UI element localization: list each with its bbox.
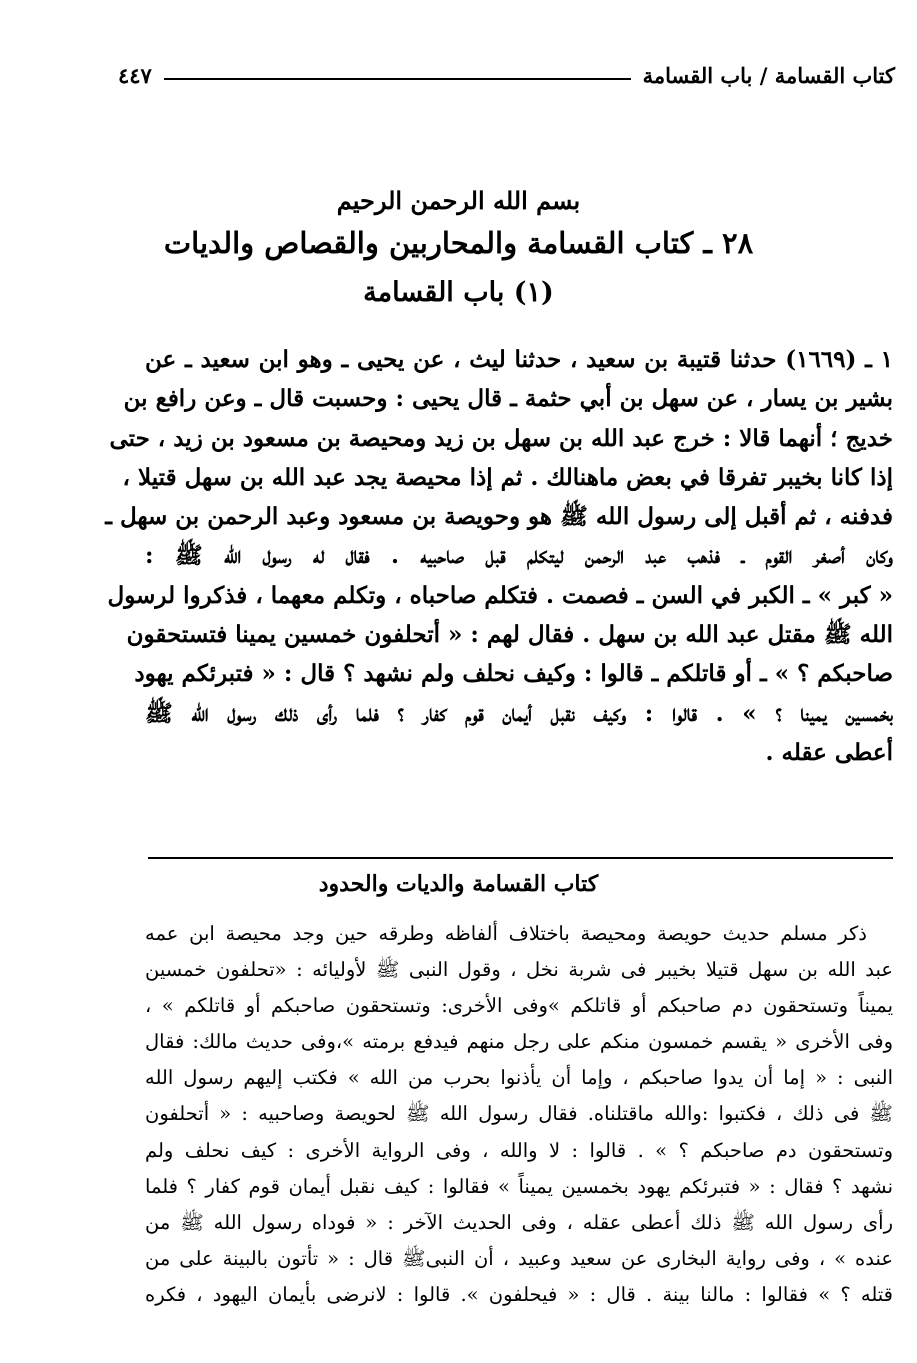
hadith-text [105, 340, 893, 772]
commentary-title: كتاب القسامة والديات والحدود [318, 871, 599, 897]
commentary-line: يميناً وتستحقون دم صاحبكم أو قاتلكم »وفى الأخرى: وتستحقون صاحبكم أو قاتلكم » ، [145, 994, 893, 1018]
commentary-line: ذكر مسلم حديث حويصة ومحيصة باختلاف ألفاظه وطرقه حين وجد محيصة ابن عمه [145, 922, 867, 945]
header-rule [164, 78, 631, 80]
hadith-line: أعطى عقله . [765, 738, 893, 766]
hadith-line: صاحبكم ؟ » ـ أو قاتلكم ـ قالوا : وكيف نحلف ولم نشهد ؟ قال : « فتبرئكم يهود [134, 660, 893, 688]
page-number: ٤٤٧ [118, 62, 152, 88]
hadith-line: بخمسين يمينا ؟ » . قالوا : وكيف نقبل أيمان قوم كفار ؟ فلما رأى ذلك رسول الله ﷺ [145, 699, 893, 727]
commentary-line: عنده » ، وفى رواية البخارى عن سعيد وعبيد ، أن النبىﷺ قال : « تأتون بالبينة على من [145, 1246, 893, 1270]
hadith-line: بشير بن يسار ، عن سهل بن أبي حثمة ـ قال يحيى : وحسبت قال ـ وعن رافع بن [123, 385, 893, 413]
hadith-line: وكان أصغر القوم ـ فذهب عبد الرحمن ليتكلم قبل صاحبيه . فقال له رسول الله ﷺ : [145, 542, 893, 570]
hadith-line: خديج ؛ أنهما قالا : خرج عبد الله بن سهل بن زيد ومحيصة بن مسعود بن زيد ، حتى [109, 424, 893, 452]
hadith-line: الله ﷺ مقتل عبد الله بن سهل . فقال لهم : « أتحلفون خمسين يمينا فتستحقون [126, 621, 893, 649]
hadith-line: ١ ـ (١٦٦٩) حدثنا قتيبة بن سعيد ، حدثنا ليث ، عن يحيى ـ وهو ابن سعيد ـ عن [145, 346, 893, 373]
hadith-line: « كبر » ـ الكبر في السن ـ فصمت . فتكلم صاحباه ، وتكلم معهما ، فذكروا لرسول [107, 581, 893, 609]
section-divider [148, 857, 893, 859]
basmala: بسم الله الرحمن الرحيم [336, 186, 581, 215]
commentary-line: وتستحقون دم صاحبكم ؟ » . قالوا : لا والله ، وفى الرواية الأخرى : كيف نحلف ولم [145, 1138, 893, 1162]
commentary-line: النبى : « إما أن يدوا صاحبكم ، وإما أن يأذنوا بحرب من الله » فكتب إليهم رسول الله [145, 1066, 893, 1090]
commentary-line: عبد الله بن سهل قتيلا بخيبر فى شربة نخل ، وقول النبى ﷺ لأوليائه : «تحلفون خمسين [145, 958, 893, 982]
commentary-line: نشهد ؟ فقال : « فتبرئكم يهود بخمسين يميناً » فقالوا : كيف نقبل أيمان قوم كفار ؟ فلما [145, 1174, 893, 1198]
chapter-title: (١) باب القسامة [363, 277, 554, 308]
running-header [118, 58, 895, 92]
commentary-line: قتله ؟ » فقالوا : مالنا بينة . قال : « فيحلفون ». قالوا : لانرضى بأيمان اليهود ، فكره [145, 1282, 893, 1306]
commentary-text [145, 916, 893, 1313]
hadith-line: فدفنه ، ثم أقبل إلى رسول الله ﷺ هو وحويصة بن مسعود وعبد الرحمن بن سهل ـ [105, 503, 893, 531]
commentary-line: وفى الأخرى « يقسم خمسون منكم على رجل منهم فيدفع برمته »،وفى حديث مالك: فقال [145, 1030, 893, 1054]
commentary-line: رأى رسول الله ﷺ ذلك أعطى عقله ، وفى الحديث الآخر : « فوداه رسول الله ﷺ من [145, 1210, 893, 1234]
book-title: ٢٨ ـ كتاب القسامة والمحاربين والقصاص والديات [163, 226, 754, 260]
commentary-line: ﷺ فى ذلك ، فكتبوا :والله ماقتلناه. فقال رسول الله ﷺ لحويصة وصاحبيه : « أتحلفون [145, 1102, 893, 1126]
running-title: كتاب القسامة / باب القسامة [642, 62, 895, 88]
hadith-line: إذا كانا بخيبر تفرقا في بعض ماهنالك . ثم إذا محيصة يجد عبد الله بن سهل قتيلا ، [122, 463, 893, 491]
